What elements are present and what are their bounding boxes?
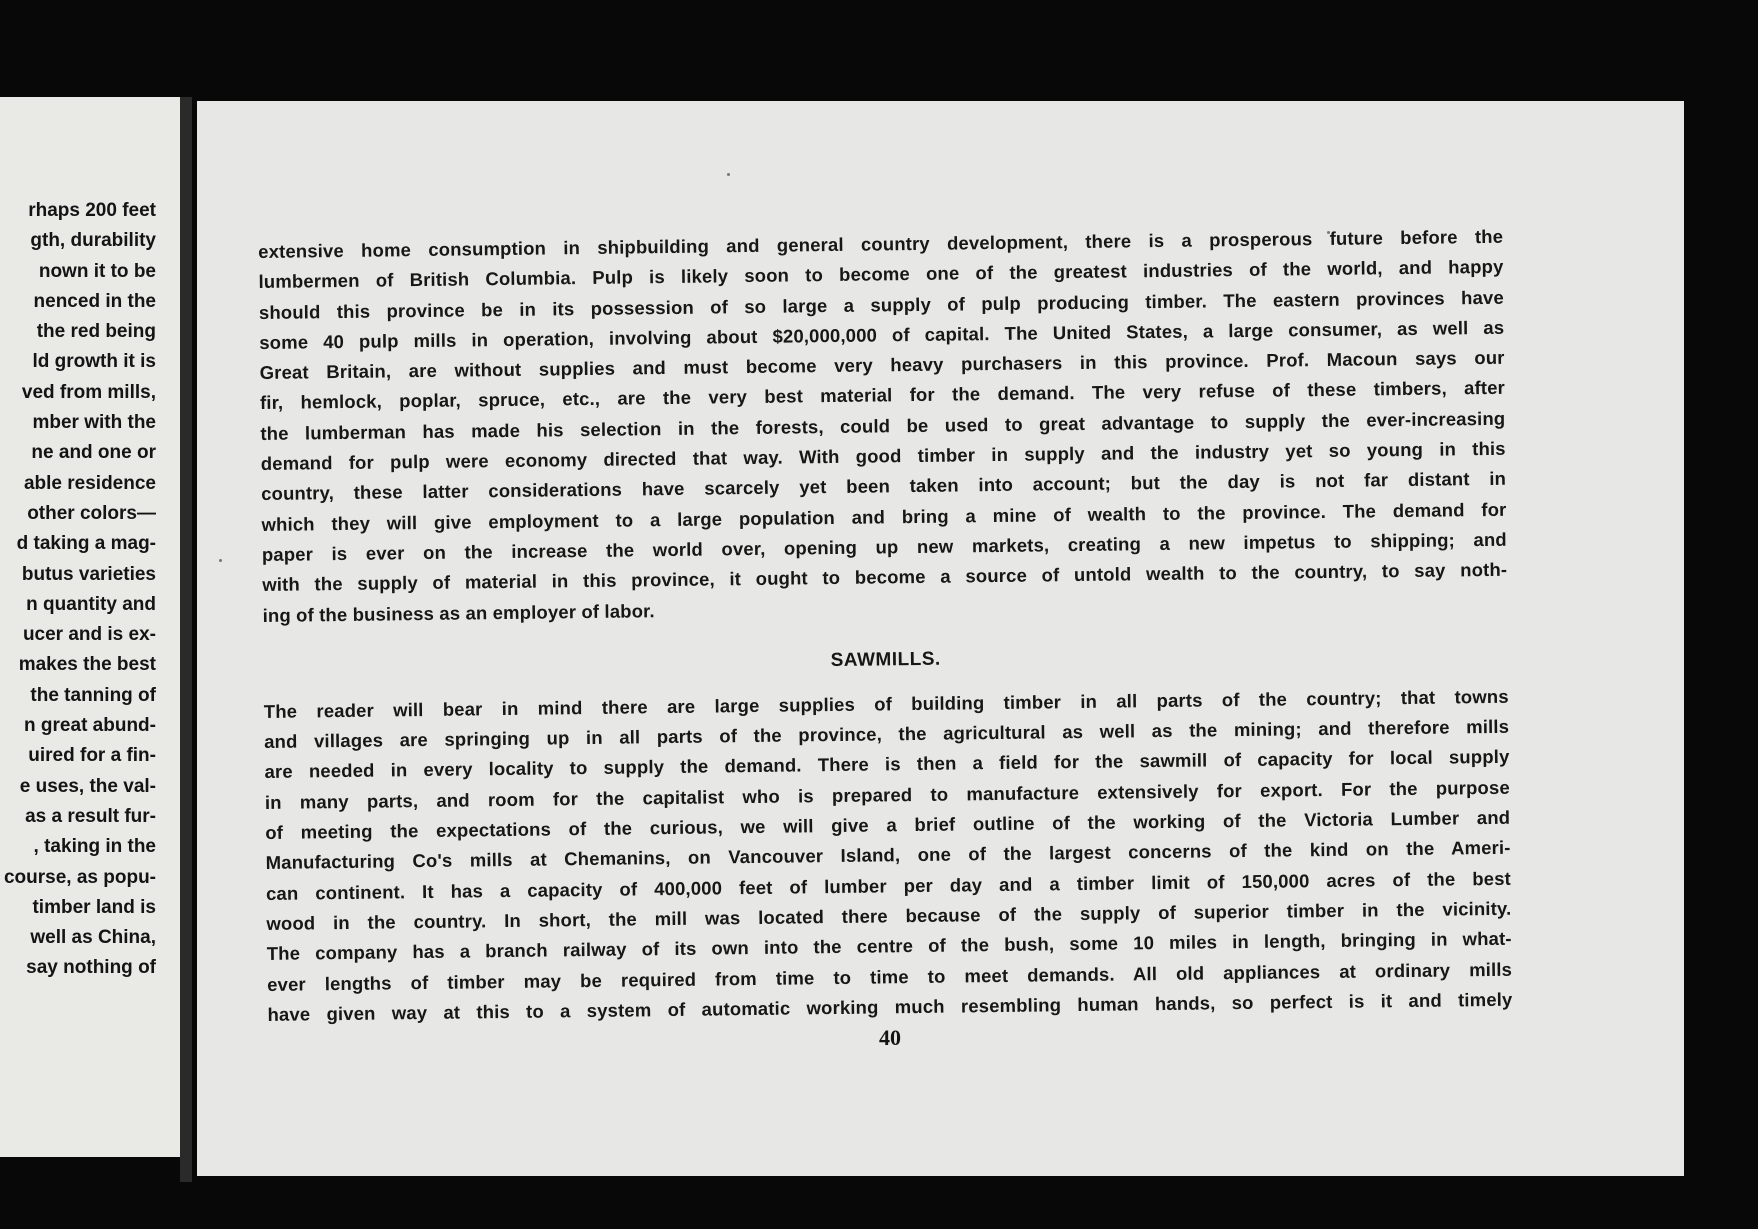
body-text-line: demand for pulp were economy directed that way. With good timber in supply and the industry yet so young in this xyxy=(260,437,1506,475)
left-page-text-line: gth, durability xyxy=(30,230,156,252)
left-page-text-line: d taking a mag- xyxy=(16,533,156,555)
left-page-text-line: , taking in the xyxy=(33,836,156,858)
left-page-text-line: as a result fur- xyxy=(25,805,156,827)
left-page-text-line: butus varieties xyxy=(21,563,156,585)
body-text-line: and villages are springing up in all parts of the province, the agricultural as well as the mining; and therefore mills xyxy=(264,715,1510,753)
left-page-text-line: mber with the xyxy=(32,412,156,434)
body-text-line: which they will give employment to a large population and bring a mine of wealth to the province. The demand for xyxy=(261,498,1507,535)
left-page-text-line: the red being xyxy=(36,321,156,343)
body-text-line: should this province be in its possession of so large a supply of pulp producing timber. The eastern provinces have xyxy=(258,286,1504,323)
body-text-line: some 40 pulp mills in operation, involving about $20,000,000 of capital. The United States, a large consumer, as well as xyxy=(259,316,1505,353)
body-text-line: in many parts, and room for the capitalist who is prepared to manufacture extensively for export. For the purpose xyxy=(264,776,1510,813)
left-page-text-line: other colors— xyxy=(27,502,156,524)
left-page-text-column xyxy=(0,196,156,984)
paragraph-pulp xyxy=(258,222,1508,631)
left-page-text-line: nown it to be xyxy=(38,260,156,282)
left-page-text-line: ved from mills, xyxy=(21,381,156,403)
body-text-line: with the supply of material in this province, it ought to become a source of untold wealth to the country, to say noth- xyxy=(262,559,1508,596)
page-speck xyxy=(727,173,730,176)
left-page-text-line: makes the best xyxy=(18,654,156,676)
left-page-text-line: say nothing of xyxy=(26,957,156,979)
section-heading-sawmills: SAWMILLS. xyxy=(830,648,941,671)
body-text-line: ever lengths of timber may be required from time to time to meet demands. All old appliances at ordinary mills xyxy=(266,958,1513,995)
body-text-line: country, these latter considerations have scarcely yet been taken into account; but the day is not far distant in xyxy=(261,468,1507,505)
page-number: 40 xyxy=(879,1025,901,1050)
body-text-line: lumbermen of British Columbia. Pulp is likely soon to become one of the greatest industries of the world, and happy xyxy=(258,256,1504,293)
left-page-text-line: rhaps 200 feet xyxy=(28,200,156,221)
body-text-line: of meeting the expectations of the curious, we will give a brief outline of the working of the Victoria Lumber and xyxy=(265,806,1511,844)
left-page-text-line: nenced in the xyxy=(33,290,156,312)
page-body-text xyxy=(258,222,1513,1030)
left-page-text-line: uired for a fin- xyxy=(28,745,156,767)
left-page-text-line: e uses, the val- xyxy=(19,775,156,797)
body-text-line: are needed in every locality to supply the demand. There is then a field for the sawmill of capacity for local supply xyxy=(264,746,1510,783)
left-page-text-line: well as China, xyxy=(30,927,156,949)
body-text-line: the lumberman has made his selection in the forests, could be used to great advantage to supply the ever-increasing xyxy=(260,407,1506,444)
left-page-text-line: ld growth it is xyxy=(32,351,156,373)
body-text-line: ing of the business as an employer of labor. xyxy=(262,599,655,626)
body-text-line: paper is ever on the increase the world over, opening up new markets, creating a new impetus to shipping; and xyxy=(261,528,1507,565)
body-text-line: have given way at this to a system of automatic working much resembling human hands, so perfect is it and timely xyxy=(267,988,1513,1025)
body-text-line: can continent. It has a capacity of 400,000 feet of lumber per day and a timber limit of 150,000 acres of the best xyxy=(265,867,1512,904)
left-page-text-line: n quantity and xyxy=(26,593,156,615)
body-text-line: extensive home consumption in shipbuilding and general country development, there is a prosperous future before the xyxy=(258,225,1504,262)
left-page-text-line: n great abund- xyxy=(24,715,156,737)
body-text-line: Manufacturing Co's mills at Chemanins, on Vancouver Island, one of the largest concerns of the kind on the Ameri- xyxy=(265,837,1511,874)
left-page-text-line: the tanning of xyxy=(30,684,156,706)
left-page-text-line: able residence xyxy=(23,472,156,494)
left-page-text-line: timber land is xyxy=(32,896,156,918)
body-text-line: Great Britain, are without supplies and must become very heavy purchasers in this province. Prof. Macoun says our xyxy=(259,346,1505,384)
body-text-line: fir, hemlock, poplar, spruce, etc., are the very best material for the demand. The very refuse of these timbers, after xyxy=(259,377,1506,414)
page-gutter xyxy=(180,97,192,1182)
body-text-line: The reader will bear in mind there are large supplies of building timber in all parts of the country; that towns xyxy=(263,685,1509,722)
body-text-line: The company has a branch railway of its own into the centre of the bush, some 10 miles in length, bringing in what- xyxy=(266,927,1512,965)
left-page-text-line: ucer and is ex- xyxy=(22,624,156,646)
left-page-fragment xyxy=(0,97,180,1157)
body-text-line: wood in the country. In short, the mill was located there because of the supply of superior timber in the vicinity. xyxy=(266,897,1512,934)
page-speck xyxy=(219,559,222,562)
left-page-text-line: course, as popu- xyxy=(3,866,156,888)
paragraph-sawmills xyxy=(264,682,1513,1030)
left-page-text-line: ne and one or xyxy=(31,442,156,464)
